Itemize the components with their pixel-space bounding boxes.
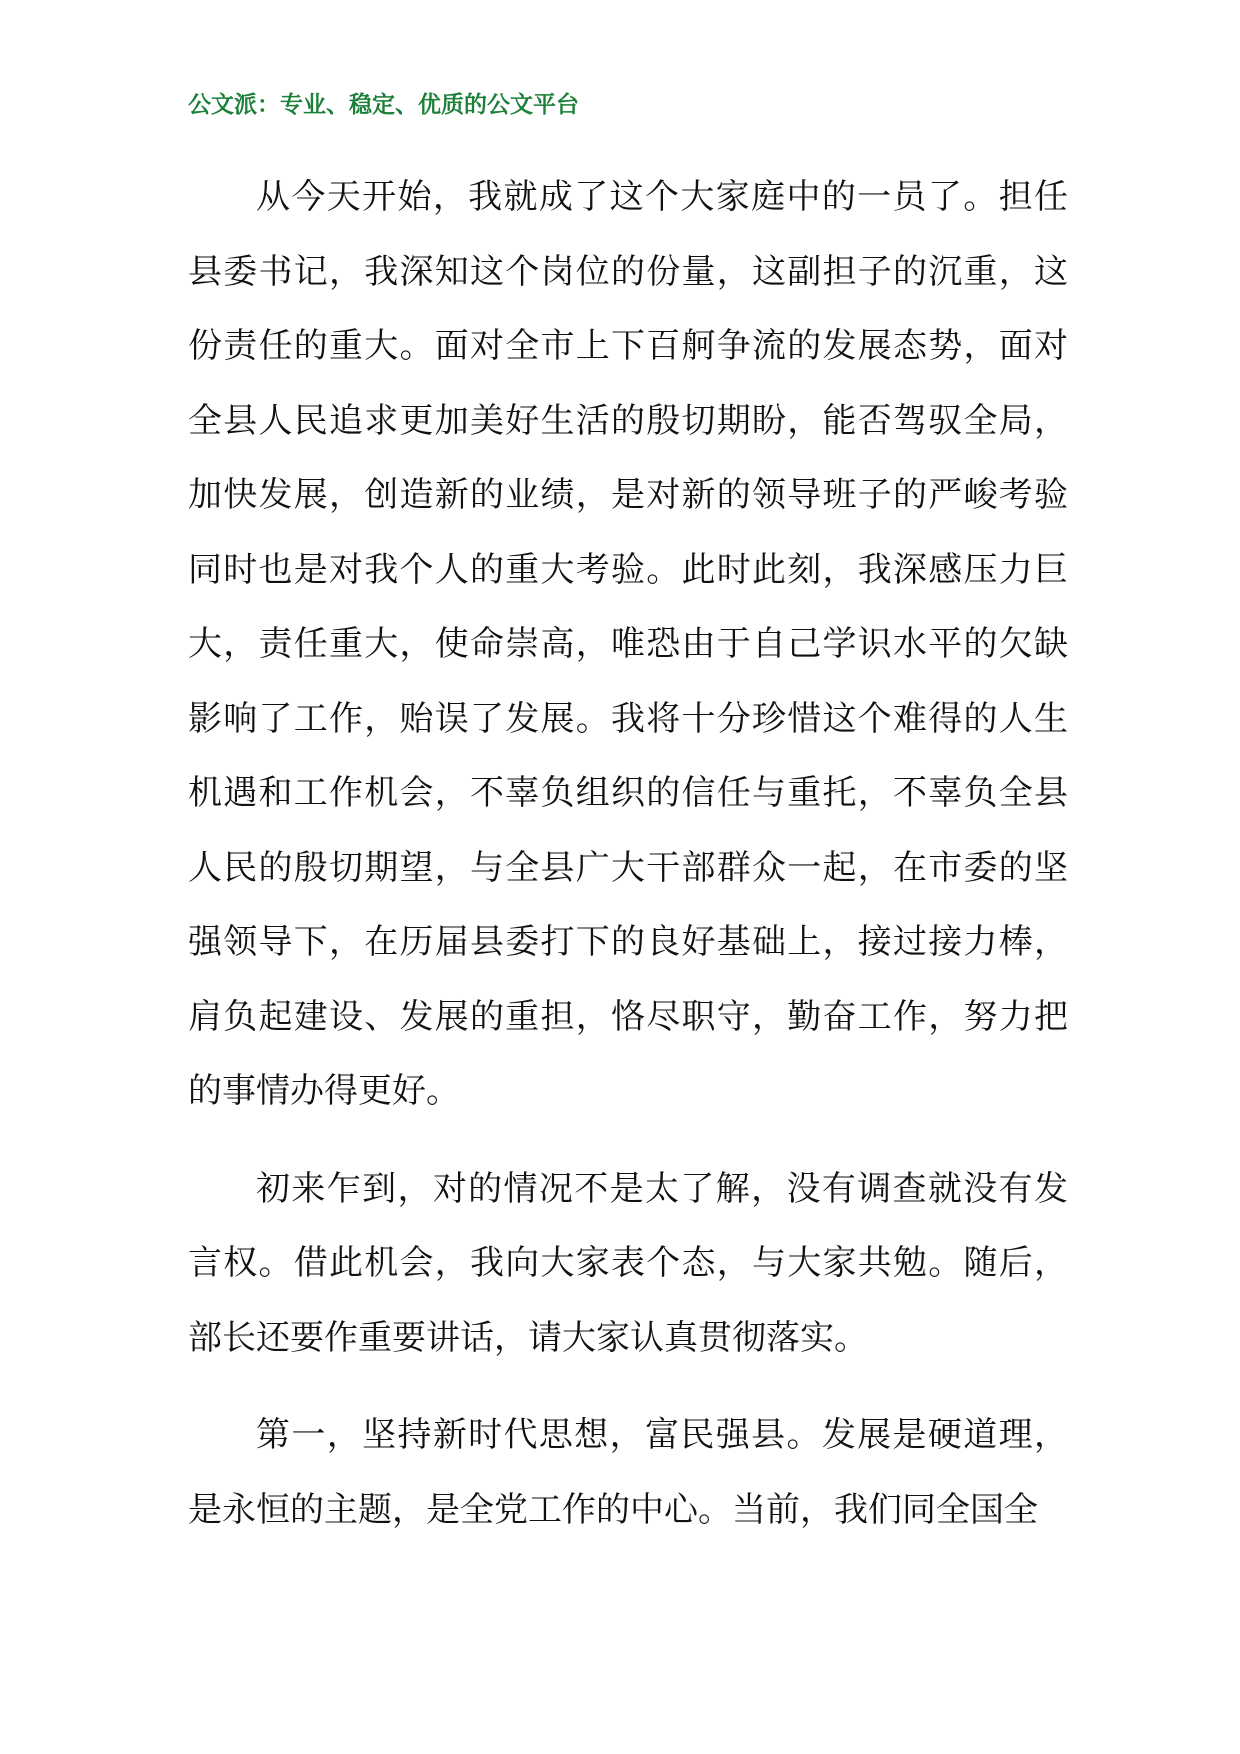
header-title: 公文派：专业、稳定、优质的公文平台 <box>188 91 579 118</box>
paragraph-3: 第一，坚持新时代思想，富民强县。发展是硬道理，是永恒的主题，是全党工作的中心。当前，我们同全国全 <box>188 1415 1068 1530</box>
paragraph-2: 初来乍到，对的情况不是太了解，没有调查就没有发言权。借此机会，我向大家表个态，与大家共勉。随后，部长还要作重要讲话，请大家认真贯彻落实。 <box>188 1168 1068 1358</box>
document-body <box>188 160 1068 1570</box>
paragraph-1: 从今天开始，我就成了这个大家庭中的一员了。担任县委书记，我深知这个岗位的份量，这副担子的沉重，这份责任的重大。面对全市上下百舸争流的发展态势，面对全县人民追求更加美好生活的殷切期盼，能否驾驭全局，加快发展，创造新的业绩，是对新的领导班子的严峻考验同时也是对我个人的重大考验。此时此刻，我深感压力巨大，责任重大，使命崇高，唯恐由于自己学识水平的欠缺影响了工作，贻误了发展。我将十分珍惜这个难得的人生机遇和工作机会，不辜负组织的信任与重托，不辜负全县人民的殷切期望，与全县广大干部群众一起，在市委的坚强领导下，在历届县委打下的良好基础上，接过接力棒，肩负起建设、发展的重担，恪尽职守，勤奋工作，努力把的事情办得更好。 <box>188 177 1068 1111</box>
